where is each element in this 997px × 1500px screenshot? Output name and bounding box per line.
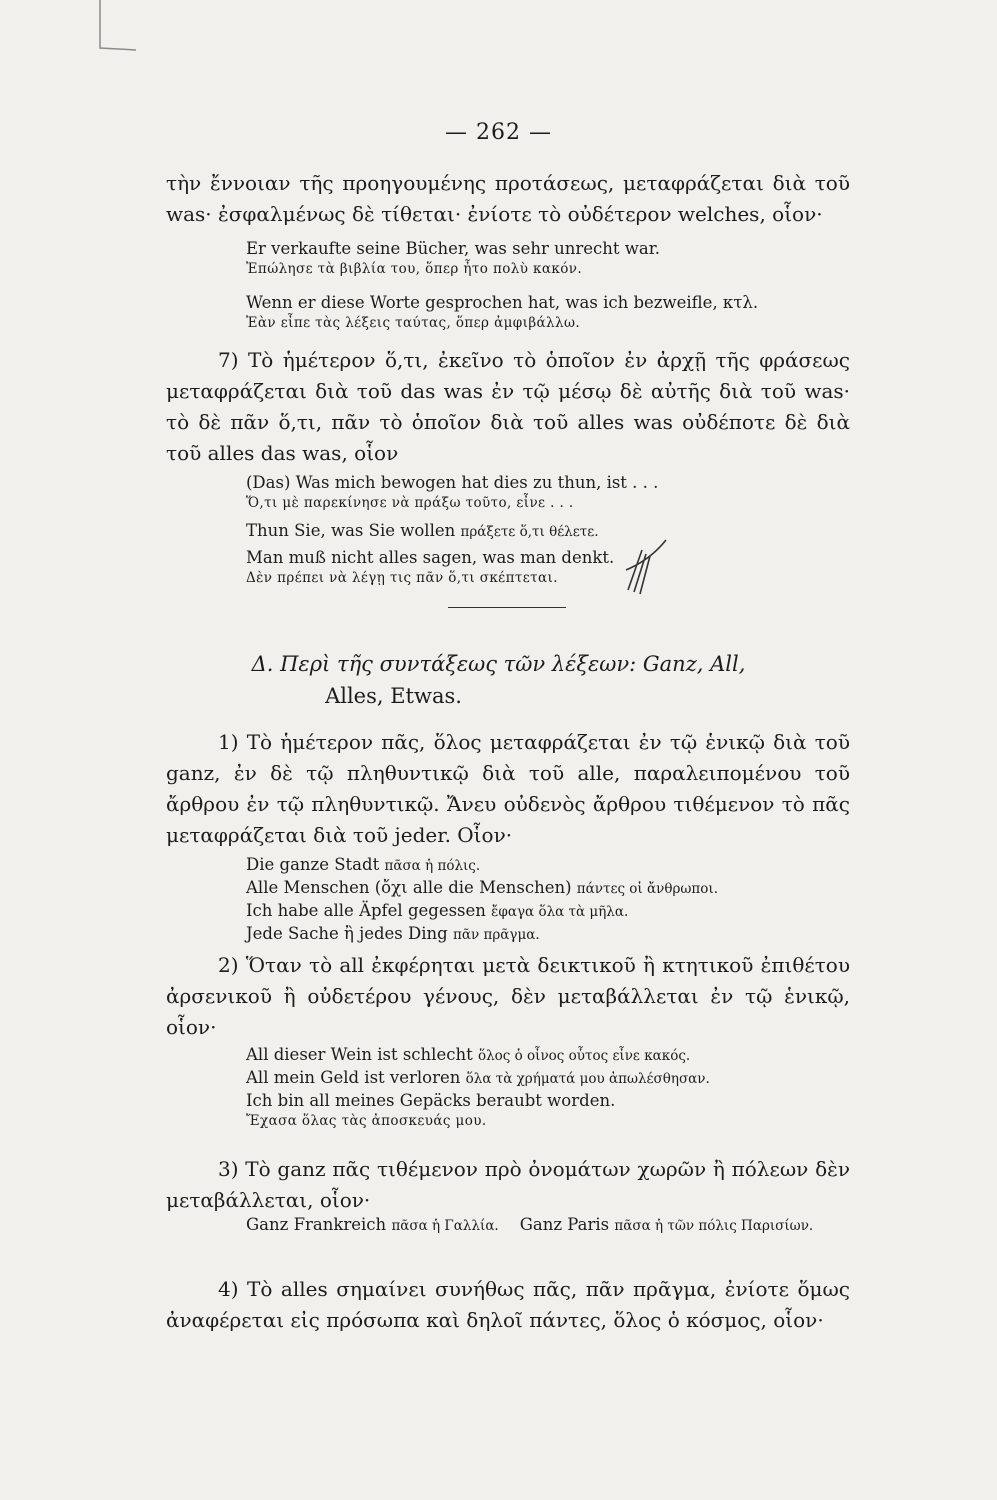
example-greek: πᾶσα ἡ πόλις.	[384, 858, 481, 874]
example-greek: Ἐὰν εἶπε τὰς λέξεις ταύτας, ὅπερ ἀμφιβάλλω.	[246, 315, 581, 331]
example-greek: Δὲν πρέπει νὰ λέγῃ τις πᾶν ὅ,τι σκέπτεται.	[246, 570, 558, 586]
example-german: Man muß nicht alles sagen, was man denkt.	[246, 548, 615, 567]
example-german: All mein Geld ist verloren	[246, 1068, 461, 1087]
example-line	[246, 923, 836, 946]
example-greek: πᾶν πρᾶγμα.	[452, 927, 540, 943]
example-line	[246, 900, 836, 923]
page-number: — 262 —	[445, 120, 552, 145]
example-german: Thun Sie, was Sie wollen	[246, 521, 456, 540]
example-greek: πάντες οἱ ἄνθρωποι.	[576, 881, 718, 897]
example-german: Ich bin all meines Gepäcks beraubt worden.	[246, 1091, 616, 1110]
example-greek: ὅλος ὁ οἶνος οὗτος εἶνε κακός.	[477, 1048, 691, 1064]
example-greek: Ἔχασα ὅλας τὰς ἀποσκευάς μου.	[246, 1113, 487, 1129]
example-block-4	[246, 1044, 836, 1132]
example-greek: ὅλα τὰ χρήματά μου ἀπωλέσθησαν.	[465, 1071, 710, 1087]
example-greek: πράξετε ὅ,τι θέλετε.	[460, 524, 599, 540]
example-block-3	[246, 854, 836, 946]
example-german: (Das) Was mich bewogen hat dies zu thun, ist . . .	[246, 473, 659, 492]
example-block-5	[246, 1214, 836, 1237]
paragraph-3: 3) Τὸ ganz πᾶς τιθέμενον πρὸ ὀνομάτων χωρῶν ἢ πόλεων δὲν μεταβάλλεται, οἷον·	[166, 1157, 850, 1212]
example-german: Die ganze Stadt	[246, 855, 380, 874]
example-greek: Ὅ,τι μὲ παρεκίνησε νὰ πράξω τοῦτο, εἶνε . . .	[246, 495, 574, 511]
page-corner-mark	[98, 0, 138, 52]
example-german: Ganz Paris	[519, 1215, 610, 1234]
example-greek: Ἐπώλησε τὰ βιβλία του, ὅπερ ἦτο πολὺ κακόν.	[246, 261, 583, 277]
example-greek: πᾶσα ἡ τῶν πόλις Παρισίων.	[614, 1218, 814, 1234]
example-line	[246, 1214, 836, 1237]
section-heading-line-2: Alles, Etwas.	[325, 684, 462, 708]
example-line	[246, 1044, 836, 1067]
paragraph-2: 2) Ὅταν τὸ all ἐκφέρηται μετὰ δεικτικοῦ ἢ κτητικοῦ ἐπιθέτου ἀρσενικοῦ ἢ οὐδετέρου γένους, δὲν μεταβάλλεται ἐν τῷ ἑνικῷ, οἷον·	[166, 953, 850, 1039]
section-heading	[0, 648, 997, 712]
paragraph-1: 1) Τὸ ἡμέτερον πᾶς, ὅλος μεταφράζεται ἐν τῷ ἑνικῷ διὰ τοῦ ganz, ἐν δὲ τῷ πληθυντικῷ διὰ τοῦ alle, παραλειπομένου τοῦ ἄρθρου ἐν τῷ πληθυντικῷ. Ἄνευ οὐδενὸς ἄρθρου τιθέμενον τὸ πᾶς μεταφράζεται διὰ τοῦ jeder. Οἷον·	[166, 730, 850, 847]
example-block-1	[246, 238, 836, 334]
example-block-2	[246, 472, 836, 589]
example-greek: πᾶσα ἡ Γαλλία.	[391, 1218, 499, 1234]
example-line	[246, 1067, 836, 1090]
example-german: All dieser Wein ist schlecht	[246, 1045, 473, 1064]
paragraph-4: 4) Τὸ alles σημαίνει συνήθως πᾶς, πᾶν πρᾶγμα, ἐνίοτε ὅμως ἀναφέρεται εἰς πρόσωπα καὶ δηλοῖ πάντες, ὅλος ὁ κόσμος, οἷον·	[166, 1277, 850, 1332]
example-german: Ich habe alle Äpfel gegessen	[246, 901, 486, 920]
section-divider	[448, 607, 566, 608]
paragraph-intro: τὴν ἔννοιαν τῆς προηγουμένης προτάσεως, μεταφράζεται διὰ τοῦ was· ἐσφαλμένως δὲ τίθεται· ἐνίοτε τὸ οὐδέτερον welches, οἷον·	[166, 171, 850, 226]
example-line	[246, 854, 836, 877]
example-greek: ἔφαγα ὅλα τὰ μῆλα.	[491, 904, 629, 920]
example-german: Wenn er diese Worte gesprochen hat, was ich bezweifle, κτλ.	[246, 293, 759, 312]
example-line	[246, 520, 836, 543]
example-german: Er verkaufte seine Bücher, was sehr unrecht war.	[246, 239, 661, 258]
example-german: Ganz Frankreich	[246, 1215, 387, 1234]
example-german: Jede Sache ἢ jedes Ding	[246, 924, 448, 943]
section-heading-line-1: Δ. Περὶ τῆς συντάξεως τῶν λέξεων: Ganz, All,	[251, 652, 746, 676]
example-german: Alle Menschen (ὄχι alle die Menschen)	[246, 878, 572, 897]
paragraph-7: 7) Τὸ ἡμέτερον ὅ,τι, ἐκεῖνο τὸ ὁποῖον ἐν ἀρχῇ τῆς φράσεως μεταφράζεται διὰ τοῦ das was ἐν τῷ μέσῳ δὲ αὐτῆς διὰ τοῦ was· τὸ δὲ πᾶν ὅ,τι, πᾶν τὸ ὁποῖον διὰ τοῦ alles was οὐδέποτε δὲ διὰ τοῦ alles das was, οἷον	[166, 348, 850, 465]
example-line	[246, 877, 836, 900]
handwritten-mark	[620, 530, 670, 600]
